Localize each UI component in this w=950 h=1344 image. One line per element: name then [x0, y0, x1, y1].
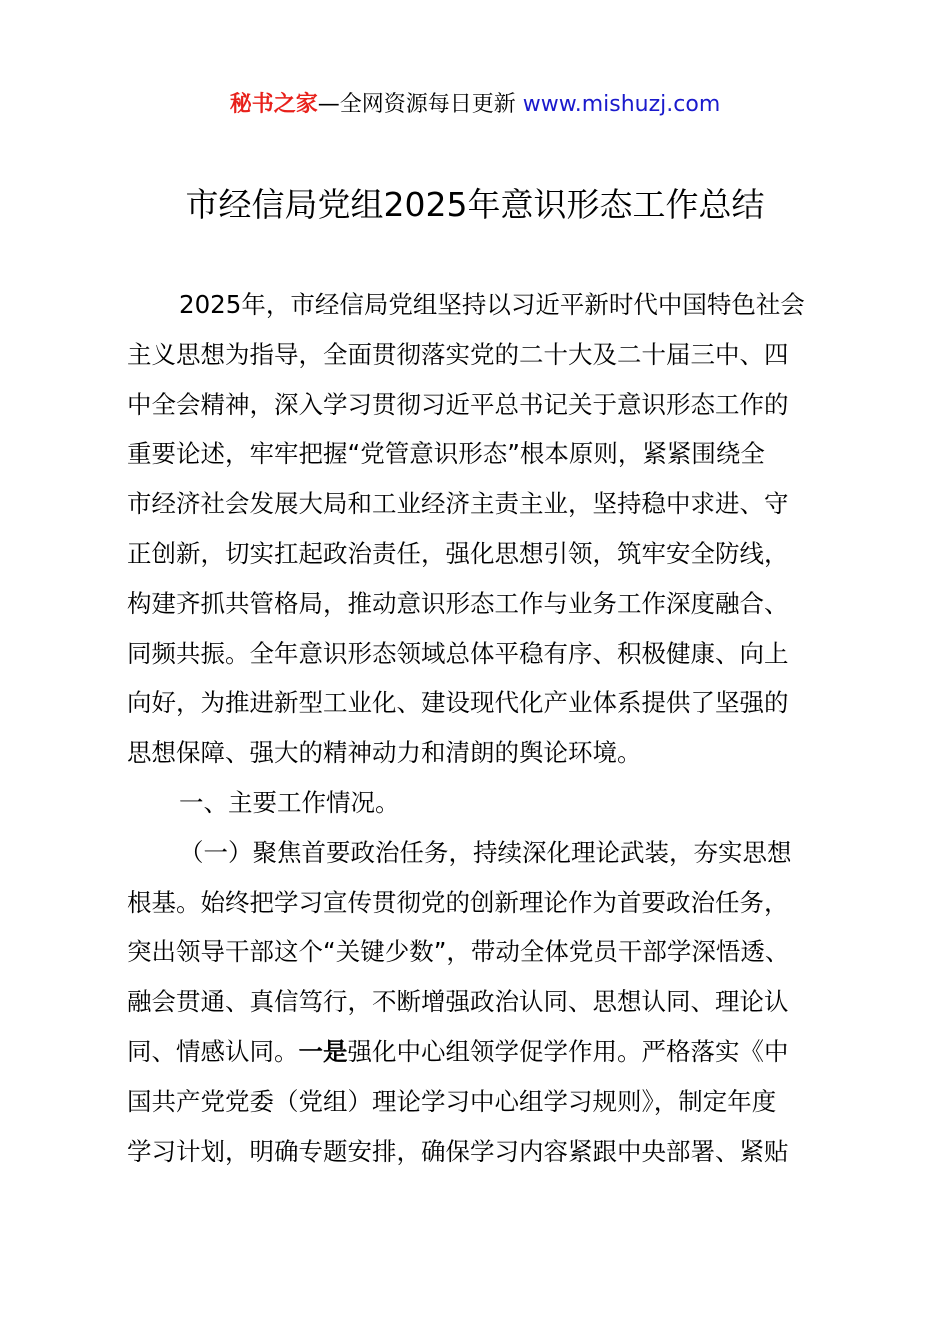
paragraph-line: 学习计划，明确专题安排，确保学习内容紧跟中央部署、紧贴 [127, 1136, 789, 1166]
section-heading: 一、主要工作情况。 [179, 787, 400, 817]
site-brand: 秘书之家 [229, 92, 318, 117]
paragraph-line: 正创新，切实扛起政治责任，强化思想引领，筑牢安全防线， [127, 538, 789, 568]
paragraph-line: 重要论述，牢牢把握“党管意识形态”根本原则，紧紧围绕全 [127, 439, 765, 469]
paragraph-line: 市经济社会发展大局和工业经济主责主业，坚持稳中求进、守 [127, 489, 789, 519]
paragraph-line: 同频共振。全年意识形态领域总体平稳有序、积极健康、向上 [127, 638, 789, 668]
document-body [127, 280, 843, 1176]
bold-lead-in: 一是 [298, 1036, 348, 1066]
site-header [0, 88, 950, 122]
subsection-heading-line: （一）聚焦首要政治任务，持续深化理论武装，夯实思想 [179, 837, 792, 867]
paragraph-text: 同、情感认同。 [127, 1036, 299, 1066]
paragraph-line: 主义思想为指导，全面贯彻落实党的二十大及二十届三中、四 [127, 339, 789, 369]
paragraph-line: 融会贯通、真信笃行，不断增强政治认同、思想认同、理论认 [127, 987, 789, 1017]
paragraph-line: 中全会精神，深入学习贯彻习近平总书记关于意识形态工作的 [127, 389, 789, 419]
paragraph-line: 2025年，市经信局党组坚持以习近平新时代中国特色社会 [179, 290, 805, 319]
site-url-link[interactable]: www.mishuzj.com [522, 92, 721, 117]
paragraph-line: 突出领导干部这个“关键少数”，带动全体党员干部学深悟透、 [127, 937, 790, 967]
paragraph-line [127, 1027, 843, 1077]
paragraph-line: 思想保障、强大的精神动力和清朗的舆论环境。 [127, 738, 642, 768]
paragraph-line: 向好，为推进新型工业化、建设现代化产业体系提供了坚强的 [127, 688, 789, 718]
document-title: 市经信局党组2025年意识形态工作总结 [185, 185, 765, 224]
paragraph-line: 根基。始终把学习宣传贯彻党的创新理论作为首要政治任务， [127, 887, 789, 917]
site-tagline: —全网资源每日更新 [317, 92, 523, 117]
paragraph-line: 国共产党党委（党组）理论学习中心组学习规则》，制定年度 [127, 1086, 777, 1116]
paragraph-text: 强化中心组领学促学作用。严格落实《中 [347, 1036, 789, 1066]
paragraph-line: 构建齐抓共管格局，推动意识形态工作与业务工作深度融合、 [127, 588, 789, 618]
